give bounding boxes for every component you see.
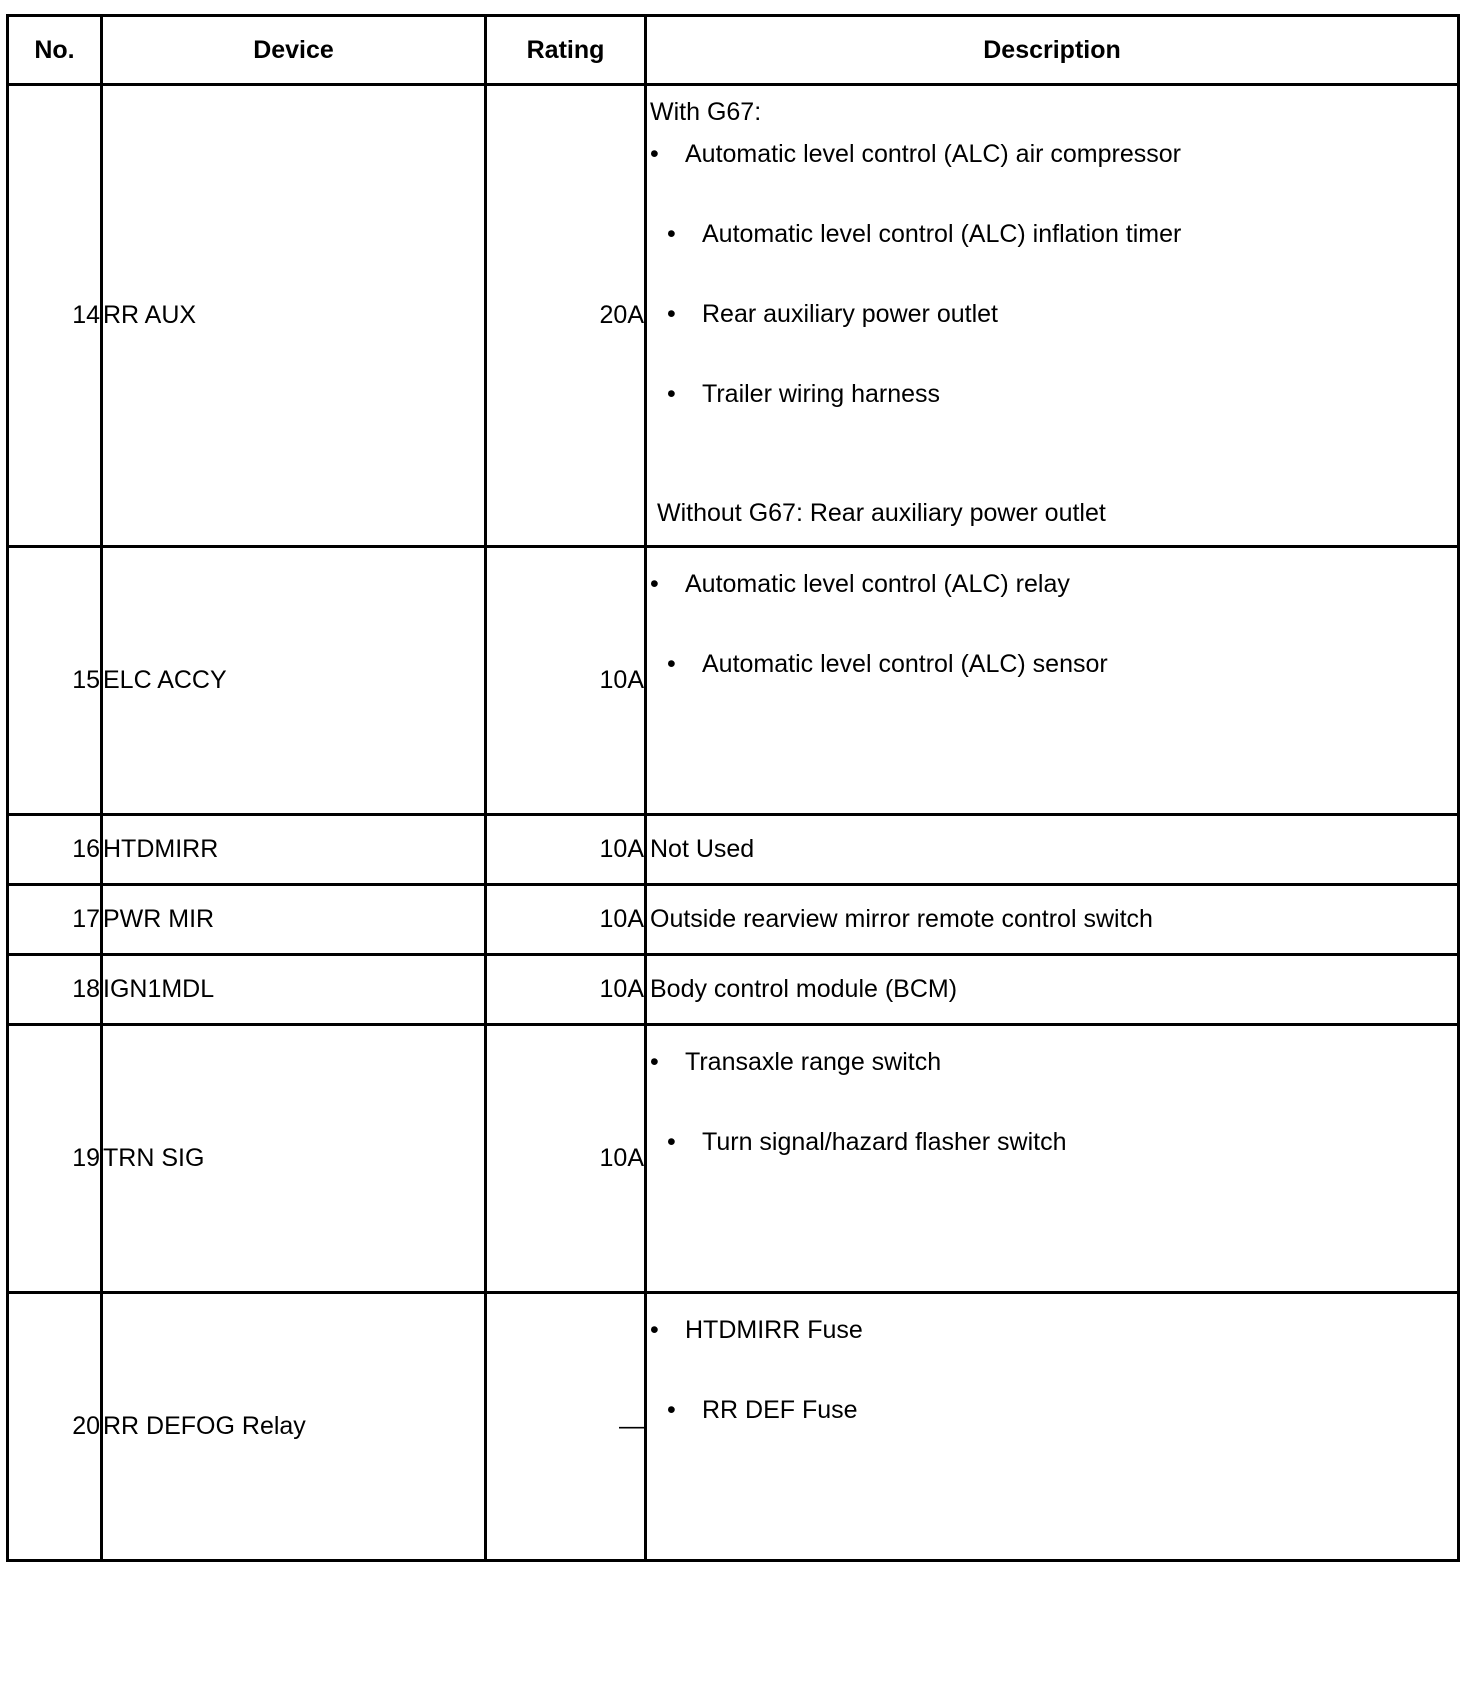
table-header — [8, 16, 1459, 85]
bullet-icon: • — [650, 1316, 659, 1344]
bullet-icon: • — [667, 220, 676, 248]
fuse-device: HTDMIRR — [102, 815, 486, 885]
fuse-rating: 20A — [486, 85, 646, 547]
fuse-number: 20 — [8, 1293, 102, 1561]
fuse-description: With G67: • Automatic level control (ALC) air compressor • Automatic level control (ALC) inflation timer • Rear auxiliary power outlet • Trailer wiring harness Without G67: Rear auxiliary power outlet — [646, 85, 1459, 547]
fuse-rating: 10A — [486, 815, 646, 885]
fuse-number: 17 — [8, 885, 102, 955]
fuse-device: ELC ACCY — [102, 547, 486, 815]
fuse-device: IGN1MDL — [102, 955, 486, 1025]
bullet-icon: • — [667, 1396, 676, 1424]
fuse-rating: 10A — [486, 547, 646, 815]
table-row — [8, 85, 1459, 547]
fuse-number: 18 — [8, 955, 102, 1025]
fuse-number: 14 — [8, 85, 102, 547]
bullet-icon: • — [667, 380, 676, 408]
fuse-device: TRN SIG — [102, 1025, 486, 1293]
fuse-description: Body control module (BCM) — [646, 955, 1459, 1025]
header-row — [8, 16, 1459, 85]
fuse-table — [6, 14, 1460, 1562]
table-row — [8, 815, 1459, 885]
table-row — [8, 1293, 1459, 1561]
fuse-device: RR AUX — [102, 85, 486, 547]
fuse-description: Outside rearview mirror remote control switch — [646, 885, 1459, 955]
fuse-description: • Transaxle range switch • Turn signal/hazard flasher switch — [646, 1025, 1459, 1293]
bullet-icon: • — [667, 300, 676, 328]
bullet-icon: • — [650, 140, 659, 168]
fuse-device: RR DEFOG Relay — [102, 1293, 486, 1561]
bullet-icon: • — [667, 1128, 676, 1156]
fuse-description: Not Used — [646, 815, 1459, 885]
description-intro: With G67: — [650, 98, 762, 126]
header-device: Device — [102, 16, 486, 85]
bullet-icon: • — [650, 570, 659, 598]
header-description: Description — [646, 16, 1459, 85]
description-footer: Without G67: Rear auxiliary power outlet — [657, 499, 1106, 527]
fuse-rating: 10A — [486, 1025, 646, 1293]
table-row — [8, 885, 1459, 955]
table-row — [8, 547, 1459, 815]
table-row — [8, 955, 1459, 1025]
header-no: No. — [8, 16, 102, 85]
bullet-icon: • — [650, 1048, 659, 1076]
fuse-description: • HTDMIRR Fuse • RR DEF Fuse — [646, 1293, 1459, 1561]
fuse-number: 19 — [8, 1025, 102, 1293]
header-rating: Rating — [486, 16, 646, 85]
fuse-number: 16 — [8, 815, 102, 885]
bullet-icon: • — [667, 650, 676, 678]
fuse-device: PWR MIR — [102, 885, 486, 955]
fuse-rating: 10A — [486, 955, 646, 1025]
fuse-rating: — — [486, 1293, 646, 1561]
table-row — [8, 1025, 1459, 1293]
fuse-rating: 10A — [486, 885, 646, 955]
fuse-description: • Automatic level control (ALC) relay • Automatic level control (ALC) sensor — [646, 547, 1459, 815]
fuse-number: 15 — [8, 547, 102, 815]
